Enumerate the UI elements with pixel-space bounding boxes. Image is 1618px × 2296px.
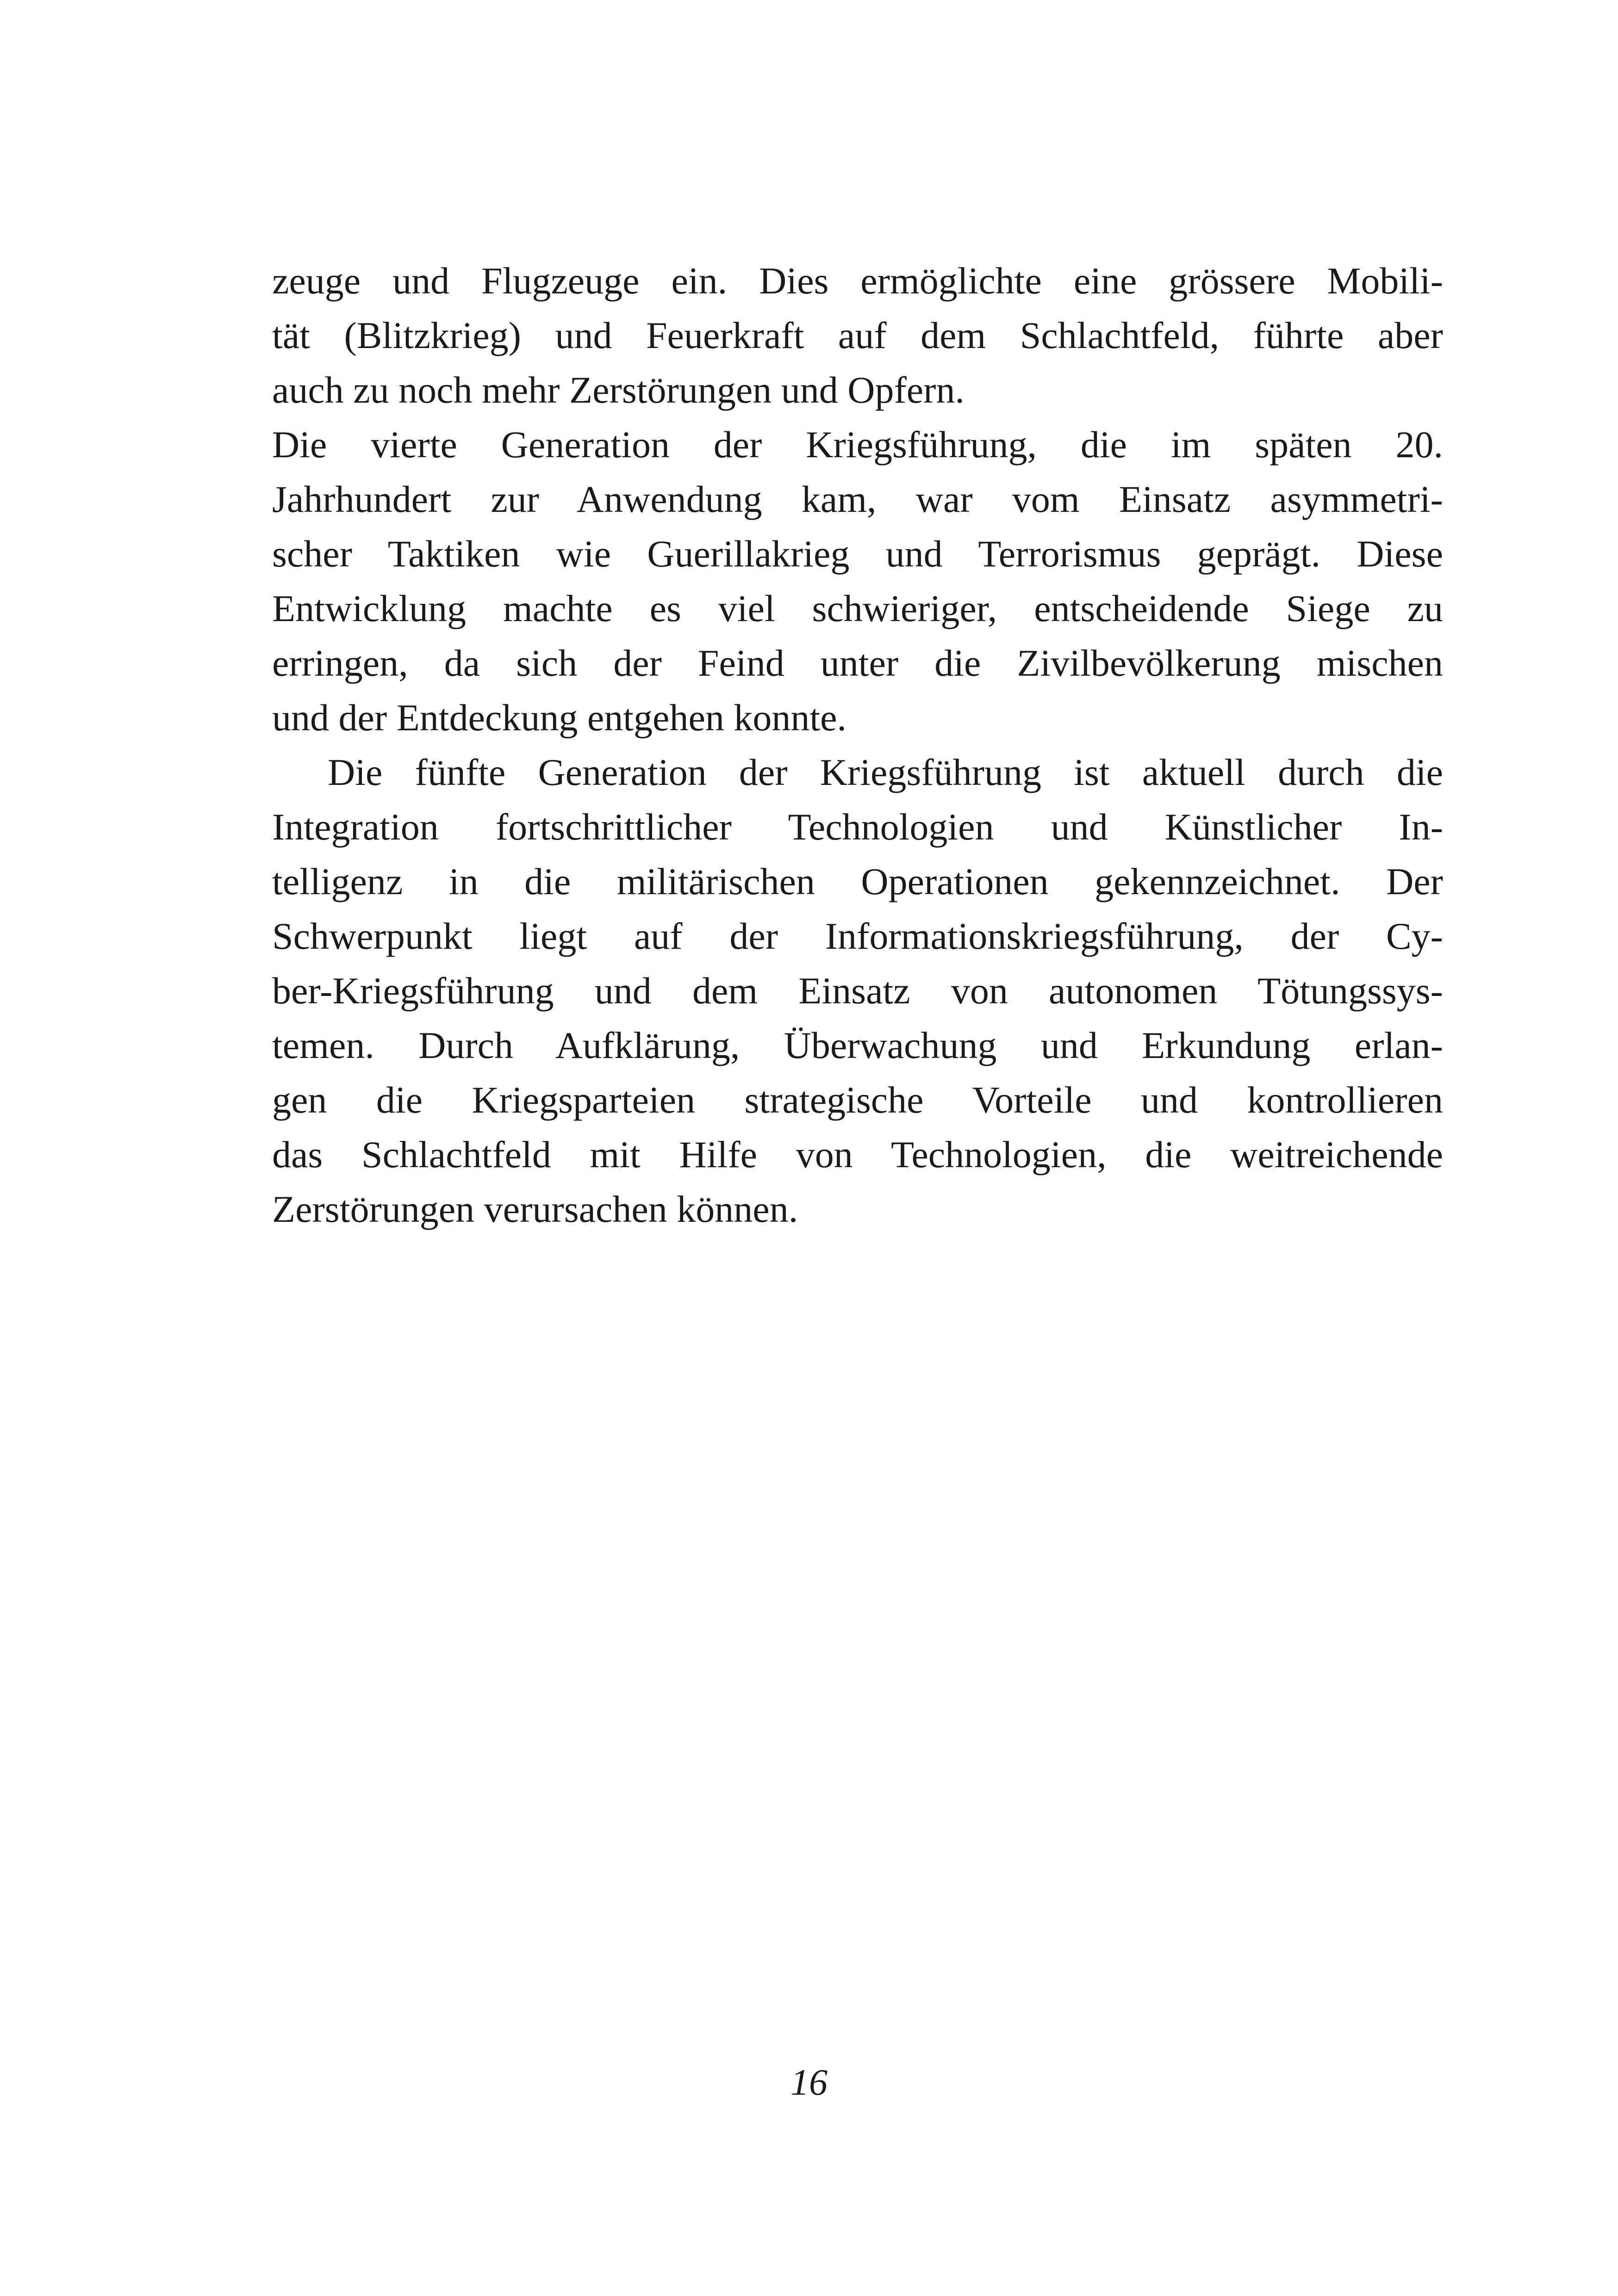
paragraph	[272, 254, 1443, 417]
text-line: tät (Blitzkrieg) und Feuerkraft auf dem Schlachtfeld, führte aber	[272, 314, 1443, 356]
text-line: Zerstörungen verursachen können.	[272, 1188, 798, 1230]
text-line: Schwerpunkt liegt auf der Informationskriegsführung, der Cy-	[272, 915, 1443, 957]
text-line: ber-Kriegsführung und dem Einsatz von autonomen Tötungssys-	[272, 970, 1443, 1012]
page-number: 16	[790, 2062, 828, 2103]
text-line: telligenz in die militärischen Operationen gekennzeichnet. Der	[272, 860, 1443, 902]
text-line: auch zu noch mehr Zerstörungen und Opfern.	[272, 369, 965, 411]
text-line: Die fünfte Generation der Kriegsführung ist aktuell durch die	[328, 751, 1443, 793]
text-line: und der Entdeckung entgehen konnte.	[272, 697, 847, 739]
text-line: scher Taktiken wie Guerillakrieg und Terrorismus geprägt. Diese	[272, 533, 1443, 575]
paragraph	[272, 745, 1443, 1237]
text-line: Integration fortschrittlicher Technologien und Künstlicher In-	[272, 806, 1443, 848]
body-text	[272, 254, 1443, 1237]
text-line: Die vierte Generation der Kriegsführung, die im späten 20.	[272, 423, 1443, 466]
text-line: das Schlachtfeld mit Hilfe von Technologien, die weitreichende	[272, 1133, 1443, 1176]
text-line: erringen, da sich der Feind unter die Zivilbevölkerung mischen	[272, 642, 1443, 684]
text-line: zeuge und Flugzeuge ein. Dies ermöglichte eine grössere Mobili-	[272, 260, 1443, 302]
text-line: Jahrhundert zur Anwendung kam, war vom Einsatz asymmetri-	[272, 478, 1443, 520]
text-line: temen. Durch Aufklärung, Überwachung und Erkundung erlan-	[272, 1024, 1443, 1066]
paragraph	[272, 417, 1443, 745]
text-line: gen die Kriegsparteien strategische Vorteile und kontrollieren	[272, 1079, 1443, 1121]
text-line: Entwicklung machte es viel schwieriger, entscheidende Siege zu	[272, 587, 1443, 629]
